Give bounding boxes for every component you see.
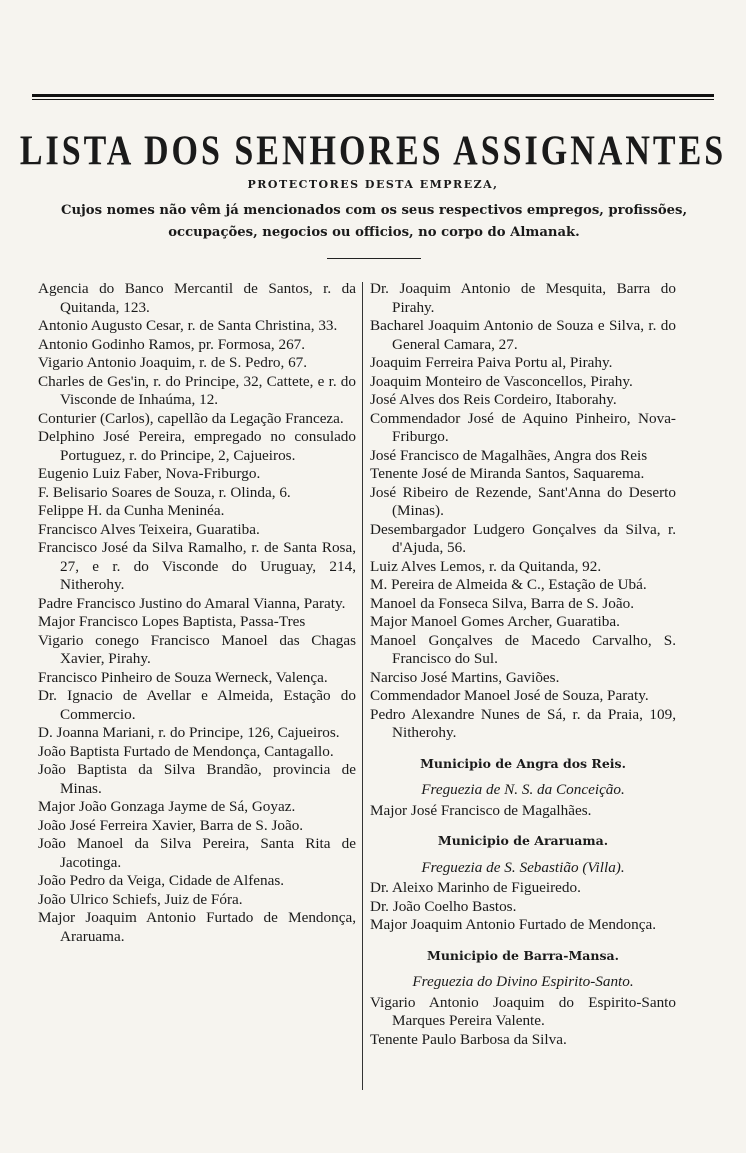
list-item: Narciso José Martins, Gaviões. [370, 668, 560, 686]
list-item: Vigario Antonio Joaquim, r. de S. Pedro, 67. [38, 354, 308, 371]
list-item: José Francisco de Magalhães, Angra dos Reis [370, 446, 648, 464]
list-item: Antonio Godinho Ramos, pr. Formosa, 267. [38, 335, 306, 353]
list-item: Francisco José da Silva Ramalho, r. de Santa Rosa, 27, e r. do Visconde do Uruguay, 214, Nitherohy. [38, 539, 356, 593]
column-divider [362, 282, 363, 1090]
list-item: Delphino José Pereira, empregado no consulado Portuguez, r. do Principe, 2, Cajueiros. [38, 428, 356, 464]
list-item: Charles de Ges'in, r. do Principe, 32, Cattete, e r. do Visconde de Inhaúma, 12. [38, 372, 356, 408]
list-item: M. Pereira de Almeida & C., Estação de Ubá. [370, 576, 647, 593]
list-item: Padre Francisco Justino do Amaral Vianna, Paraty. [38, 594, 346, 612]
list-item: Joaquim Ferreira Paiva Portu al, Pirahy. [370, 354, 613, 371]
freguezia-heading: Freguezia de N. S. da Conceição. [421, 781, 625, 798]
left-column [38, 280, 356, 946]
list-item: Major Francisco Lopes Baptista, Passa-Tres [38, 613, 306, 630]
intro-text: Cujos nomes não vêm já mencionados com os seus respectivos empregos, profissões, occupações, negocios ou officios, no corpo do Almanak. [60, 203, 688, 240]
right-column [370, 280, 676, 1049]
list-item: D. Joanna Mariani, r. do Principe, 126, Cajueiros. [38, 724, 340, 741]
list-item: Major Joaquim Antonio Furtado de Mendonça, Araruama. [38, 909, 356, 945]
list-item: Francisco Alves Teixeira, Guaratiba. [38, 520, 260, 538]
list-item: Major Joaquim Antonio Furtado de Mendonça. [370, 916, 656, 933]
list-item: Pedro Alexandre Nunes de Sá, r. da Praia, 109, Nitherohy. [370, 705, 676, 741]
list-item: Francisco Pinheiro de Souza Werneck, Valença. [38, 668, 328, 686]
top-rule-thick [32, 94, 714, 97]
municipio-heading: Municipio de Barra-Mansa. [427, 947, 619, 963]
list-item: Vigario conego Francisco Manoel das Chagas Xavier, Pirahy. [38, 631, 356, 667]
list-item: Dr. Aleixo Marinho de Figueiredo. [370, 879, 581, 896]
top-rule-thin [32, 99, 714, 100]
list-item: F. Belisario Soares de Souza, r. Olinda, 6. [38, 483, 291, 501]
list-item: João Pedro da Veiga, Cidade de Alfenas. [38, 872, 285, 889]
list-item: Major João Gonzaga Jayme de Sá, Goyaz. [38, 798, 296, 815]
list-item: Dr. Ignacio de Avellar e Almeida, Estação do Commercio. [38, 687, 356, 723]
list-item: Manoel Gonçalves de Macedo Carvalho, S. Francisco do Sul. [370, 631, 676, 667]
list-item: Vigario Antonio Joaquim do Espirito-Santo Marques Pereira Valente. [370, 993, 676, 1029]
page-subtitle: PROTECTORES DESTA EMPREZA, [247, 178, 499, 191]
list-item: Major José Francisco de Magalhães. [370, 801, 592, 819]
list-item: João Manoel da Silva Pereira, Santa Rita de Jacotinga. [38, 835, 356, 871]
list-item: Desembargador Ludgero Gonçalves da Silva, r. d'Ajuda, 56. [370, 520, 676, 556]
separator-rule [327, 258, 421, 259]
list-item: Felippe H. da Cunha Meninéa. [38, 502, 225, 519]
freguezia-heading: Freguezia de S. Sebastião (Villa). [421, 858, 625, 876]
list-item: Agencia do Banco Mercantil de Santos, r. da Quitanda, 123. [38, 280, 356, 316]
list-item: Tenente José de Miranda Santos, Saquarema. [370, 465, 645, 482]
municipio-heading: Municipio de Araruama. [437, 833, 609, 848]
list-item: Joaquim Monteiro de Vasconcellos, Pirahy. [370, 372, 633, 390]
list-item: Antonio Augusto Cesar, r. de Santa Christina, 33. [38, 317, 338, 334]
list-item: Luiz Alves Lemos, r. da Quitanda, 92. [370, 557, 602, 575]
list-item: Conturier (Carlos), capellão da Legação Franceza. [38, 409, 344, 427]
list-item: Eugenio Luiz Faber, Nova-Friburgo. [38, 465, 261, 482]
list-item: Major Manoel Gomes Archer, Guaratiba. [370, 613, 620, 630]
freguezia-heading: Freguezia do Divino Espirito-Santo. [412, 973, 634, 990]
list-item: Commendador Manoel José de Souza, Paraty. [370, 687, 649, 704]
list-item: João Ulrico Schiefs, Juiz de Fóra. [38, 890, 243, 908]
list-item: Commendador José de Aquino Pinheiro, Nova-Friburgo. [370, 409, 676, 445]
list-item: José Alves dos Reis Cordeiro, Itaborahy. [370, 391, 617, 408]
list-item: Tenente Paulo Barbosa da Silva. [370, 1030, 567, 1048]
municipio-heading: Municipio de Angra dos Reis. [420, 755, 626, 771]
list-item: Manoel da Fonseca Silva, Barra de S. João. [370, 594, 635, 612]
list-item: Dr. Joaquim Antonio de Mesquita, Barra do Pirahy. [370, 280, 676, 316]
list-item: João José Ferreira Xavier, Barra de S. João. [38, 816, 304, 834]
list-item: João Baptista da Silva Brandão, provincia de Minas. [38, 761, 356, 797]
list-item: Dr. João Coelho Bastos. [370, 897, 517, 915]
list-item: José Ribeiro de Rezende, Sant'Anna do Deserto (Minas). [370, 483, 676, 519]
page-title: LISTA DOS SENHORES ASSIGNANTES [19, 128, 727, 175]
list-item: João Baptista Furtado de Mendonça, Cantagallo. [38, 742, 334, 760]
list-item: Bacharel Joaquim Antonio de Souza e Silva, r. do General Camara, 27. [370, 317, 676, 353]
